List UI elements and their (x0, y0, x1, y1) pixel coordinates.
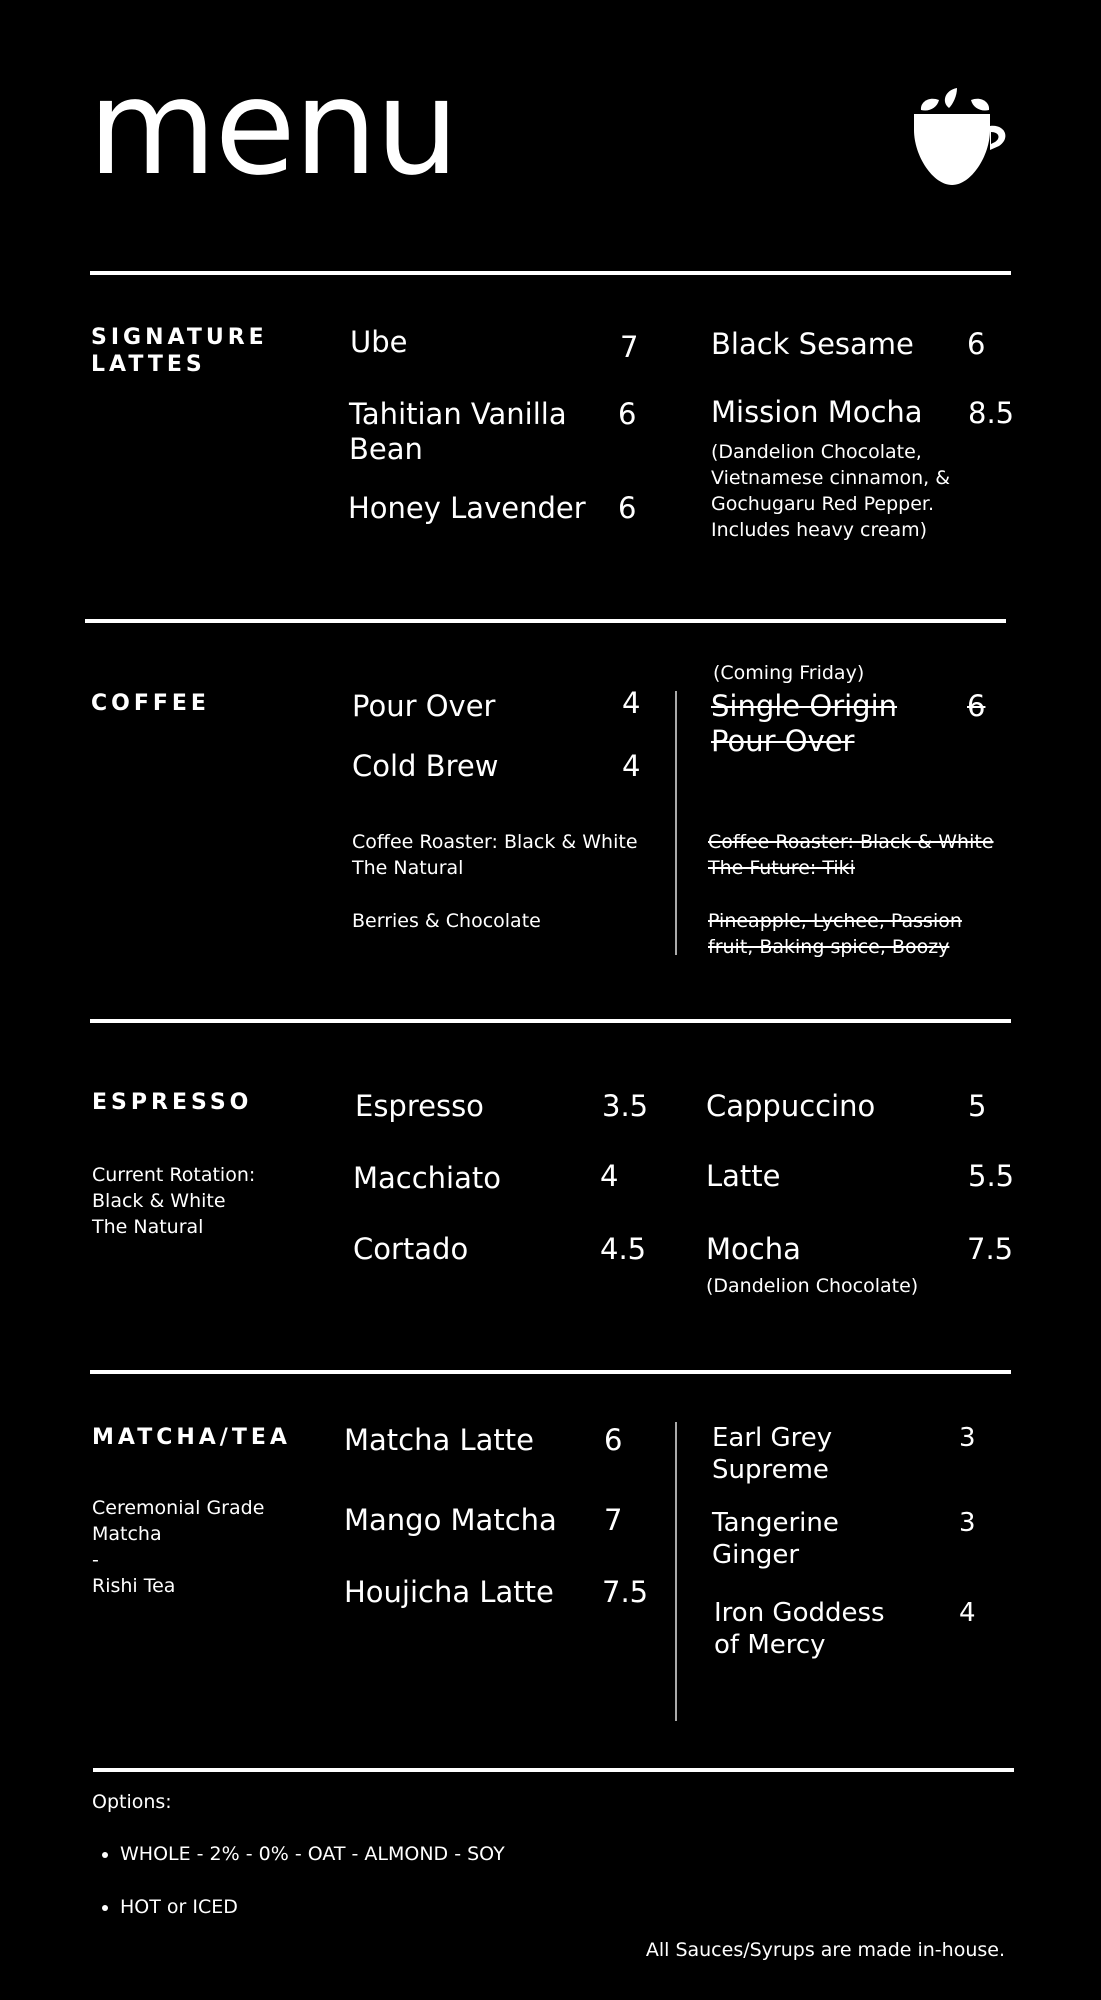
item-price-honey-lavender: 6 (618, 491, 637, 525)
item-price-mocha: 7.5 (967, 1232, 1014, 1266)
item-price-cappuccino: 5 (968, 1089, 987, 1123)
item-name-single-origin-pour-over: Single Origin Pour Over (711, 689, 898, 758)
item-price-cold-brew: 4 (622, 749, 641, 783)
upcoming-roaster-info: Coffee Roaster: Black & White The Future: Tiki (708, 831, 994, 879)
divider (90, 1370, 1011, 1374)
item-name-cold-brew: Cold Brew (352, 749, 499, 783)
item-name-matcha-latte: Matcha Latte (344, 1423, 534, 1457)
item-price-cortado: 4.5 (600, 1232, 647, 1266)
item-name-cappuccino: Cappuccino (706, 1089, 876, 1123)
item-price-tahitian-vanilla-bean: 6 (618, 397, 637, 431)
section-heading-espresso: ESPRESSO (92, 1090, 253, 1115)
item-price-macchiato: 4 (600, 1159, 619, 1193)
item-name-honey-lavender: Honey Lavender (348, 491, 586, 525)
item-note-mocha: (Dandelion Chocolate) (706, 1275, 919, 1297)
divider (90, 271, 1011, 275)
espresso-current-rotation: Current Rotation: Black & White The Natural (92, 1164, 256, 1238)
options-list (90, 1841, 505, 1947)
menu-title: menu (88, 51, 458, 205)
option-milk-choices: • WHOLE - 2% - 0% - OAT - ALMOND - SOY (120, 1841, 505, 1867)
divider (90, 1019, 1011, 1023)
item-price-matcha-latte: 6 (604, 1423, 623, 1457)
item-name-houjicha-latte: Houjicha Latte (344, 1575, 554, 1609)
divider (85, 619, 1006, 623)
option-temperature: • HOT or ICED (120, 1894, 505, 1920)
tea-name-earl-grey-supreme: Earl Grey Supreme (712, 1423, 833, 1485)
tea-name-tangerine-ginger: Tangerine Ginger (712, 1508, 839, 1570)
tea-price-iron-goddess-of-mercy: 4 (959, 1598, 976, 1628)
item-price-espresso: 3.5 (602, 1089, 649, 1123)
item-name-cortado: Cortado (353, 1232, 469, 1266)
item-name-black-sesame: Black Sesame (711, 327, 914, 361)
item-name-mocha: Mocha (706, 1232, 801, 1266)
upcoming-tasting-notes: Pineapple, Lychee, Passion fruit, Baking spice, Boozy (708, 910, 962, 958)
item-name-espresso: Espresso (355, 1089, 484, 1123)
item-price-houjicha-latte: 7.5 (602, 1575, 649, 1609)
item-note-mission-mocha: (Dandelion Chocolate, Vietnamese cinnamon, & Gochugaru Red Pepper. Includes heavy cream) (711, 441, 951, 541)
section-heading-coffee: COFFEE (91, 691, 210, 716)
footer-note: All Sauces/Syrups are made in-house. (645, 1939, 1005, 1961)
coffee-cup-with-leaves-icon (905, 86, 1015, 186)
item-name-macchiato: Macchiato (353, 1161, 502, 1195)
section-heading-matcha-tea: MATCHA/TEA (92, 1425, 291, 1450)
tea-name-iron-goddess-of-mercy: Iron Goddess of Mercy (714, 1598, 885, 1660)
item-price-latte: 5.5 (968, 1159, 1015, 1193)
item-price-mission-mocha: 8.5 (968, 396, 1015, 430)
item-name-latte: Latte (706, 1159, 781, 1193)
coming-friday-label: (Coming Friday) (713, 662, 865, 684)
item-name-mango-matcha: Mango Matcha (344, 1503, 557, 1537)
item-price-black-sesame: 6 (967, 327, 986, 361)
item-price-ube: 7 (620, 330, 639, 364)
tea-price-tangerine-ginger: 3 (959, 1508, 976, 1538)
item-price-mango-matcha: 7 (604, 1503, 623, 1537)
coffee-roaster-info: Coffee Roaster: Black & White The Natural (352, 831, 638, 879)
item-name-mission-mocha: Mission Mocha (711, 395, 923, 429)
coffee-tasting-notes: Berries & Chocolate (352, 910, 541, 932)
section-heading-signature-lattes: SIGNATURE LATTES (91, 325, 268, 377)
column-divider (675, 691, 677, 955)
item-name-pour-over: Pour Over (352, 689, 496, 723)
item-price-pour-over: 4 (622, 686, 641, 720)
column-divider (675, 1422, 677, 1721)
item-name-tahitian-vanilla-bean: Tahitian Vanilla Bean (349, 397, 567, 466)
divider (93, 1768, 1014, 1772)
item-name-ube: Ube (350, 325, 408, 359)
options-label: Options: (92, 1791, 172, 1813)
tea-price-earl-grey-supreme: 3 (959, 1423, 976, 1453)
item-price-single-origin-pour-over: 6 (967, 689, 986, 723)
matcha-tea-source: Ceremonial Grade Matcha - Rishi Tea (92, 1497, 265, 1597)
